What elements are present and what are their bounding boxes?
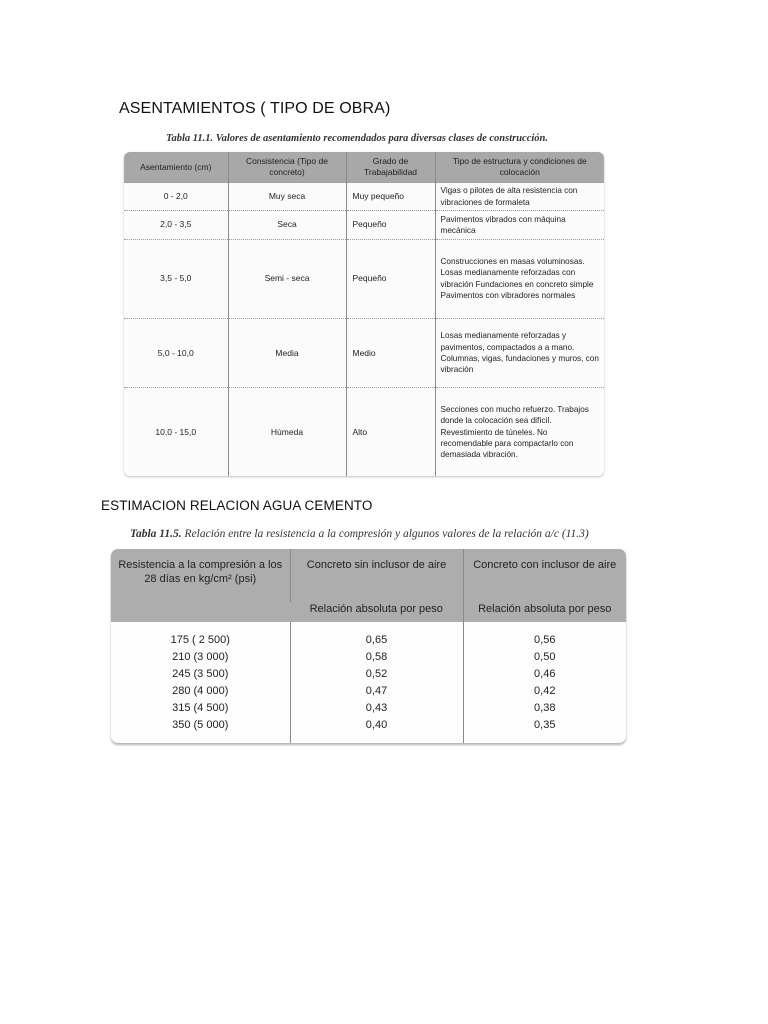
cell-with-air: 0,35 (534, 718, 556, 731)
without-air-column (290, 622, 463, 743)
cell-workability: Alto (346, 388, 435, 476)
cell-strength: 210 (3 000) (172, 650, 229, 663)
table-row (124, 239, 604, 318)
cell-strength: 175 ( 2 500) (170, 633, 230, 646)
cell-strength: 245 (3 500) (172, 667, 229, 680)
cell-strength: 315 (4 500) (172, 701, 229, 714)
table-row (111, 622, 626, 743)
cell-slump: 10,0 - 15,0 (124, 388, 228, 476)
header-with-air: Concreto con inclusor de aire (463, 549, 626, 602)
cell-slump: 5,0 - 10,0 (124, 318, 228, 388)
table-2-caption (130, 528, 589, 540)
cell-with-air: 0,38 (534, 701, 556, 714)
subheader-without-air: Relación absoluta por peso (309, 603, 443, 615)
cell-structure: Construcciones en masas voluminosas. Losas medianamente reforzadas con vibración Fundaciones en concreto simple Pavimentos con vibradores normales (435, 239, 604, 318)
with-air-column (463, 622, 626, 743)
cell-strength: 350 (5 000) (172, 718, 229, 731)
cell-without-air: 0,58 (365, 650, 388, 663)
cell-workability: Pequeño (346, 239, 435, 318)
cell-with-air: 0,50 (534, 650, 556, 663)
cell-workability: Pequeño (346, 211, 435, 239)
section-title-asentamientos: ASENTAMIENTOS ( TIPO DE OBRA) (119, 100, 391, 117)
header-consistency: Consistencia (Tipo de concreto) (228, 152, 346, 183)
table-row (124, 388, 604, 476)
table-row (124, 318, 604, 388)
cell-structure: Secciones con mucho refuerzo. Trabajos donde la colocación sea difícil. Revestimiento de túneles. No recomendable para compactarlo con demasiada vibración. (435, 388, 604, 476)
cell-with-air: 0,42 (534, 684, 556, 697)
cell-strength: 280 (4 000) (172, 684, 229, 697)
section-title-water-cement: ESTIMACION RELACION AGUA CEMENTO (101, 498, 373, 513)
slump-table-header (124, 152, 604, 183)
table-row (124, 183, 604, 211)
header-workability: Grado de Trabajabilidad (346, 152, 435, 183)
cell-without-air: 0,65 (365, 633, 388, 646)
cell-slump: 0 - 2,0 (124, 183, 228, 211)
header-strength: Resistencia a la compresión a los 28 días en kg/cm² (psi) (118, 559, 283, 585)
cell-consistency: Muy seca (228, 183, 346, 211)
cell-slump: 3,5 - 5,0 (124, 239, 228, 318)
cell-structure: Pavimentos vibrados con máquina mecánica (435, 211, 604, 239)
header-structure: Tipo de estructura y condiciones de colocación (435, 152, 604, 183)
cell-workability: Muy pequeño (346, 183, 435, 211)
cell-without-air: 0,52 (365, 667, 388, 680)
header-slump: Asentamiento (cm) (124, 152, 228, 183)
table-2-caption-label: Tabla 11.5. (130, 528, 182, 540)
slump-table (124, 152, 604, 476)
cell-workability: Medio (346, 318, 435, 388)
table-2-caption-text: Relación entre la resistencia a la compresión y algunos valores de la relación a/c (11.3) (184, 528, 589, 540)
cell-consistency: Seca (228, 211, 346, 239)
table-row (124, 211, 604, 239)
cell-without-air: 0,47 (365, 684, 388, 697)
cell-consistency: Semi - seca (228, 239, 346, 318)
subheader-with-air: Relación absoluta por peso (463, 602, 626, 622)
cell-without-air: 0,43 (365, 701, 388, 714)
cell-without-air: 0,40 (365, 718, 388, 731)
header-without-air: Concreto sin inclusor de aire (290, 549, 463, 602)
strength-column (111, 622, 290, 743)
cell-consistency: Húmeda (228, 388, 346, 476)
cell-consistency: Media (228, 318, 346, 388)
cell-structure: Losas medianamente reforzadas y pavimentos, compactados a a mano. Columnas, vigas, fundaciones y muros, con vibración (435, 318, 604, 388)
cell-slump: 2,0 - 3,5 (124, 211, 228, 239)
table-1-caption: Tabla 11.1. Valores de asentamiento recomendados para diversas clases de construcción. (166, 133, 548, 144)
cell-with-air: 0,56 (534, 633, 556, 646)
water-cement-table (111, 549, 626, 743)
cell-with-air: 0,46 (534, 667, 556, 680)
cell-structure: Vigas o pilotes de alta resistencia con vibraciones de formaleta (435, 183, 604, 211)
water-cement-table-header (111, 549, 626, 602)
